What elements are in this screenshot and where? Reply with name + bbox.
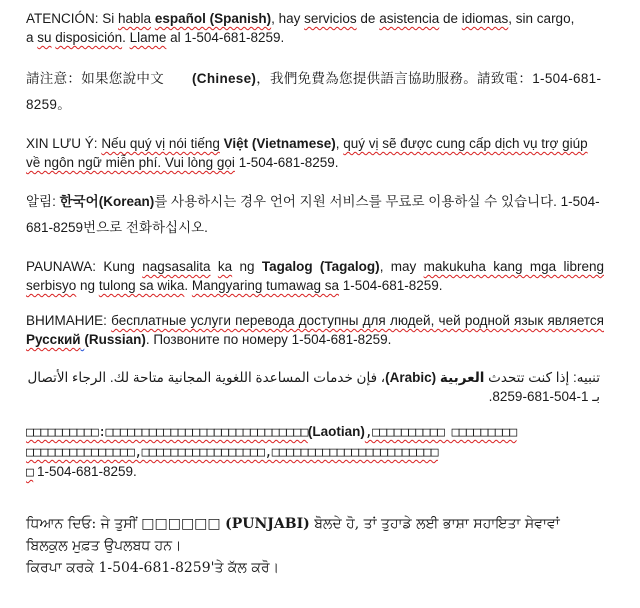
spellcheck-word: servicios [304, 11, 357, 26]
notice-russian [26, 311, 604, 349]
spellcheck-word: Mangyaring tumawag sa [191, 278, 339, 293]
text: , hay [271, 11, 305, 26]
language-name: العربية [439, 370, 485, 385]
notice-lead: 알림: [26, 194, 60, 209]
spellcheck-word: Nếu quý vị nói tiếng [101, 136, 220, 151]
notice-korean [26, 189, 604, 241]
language-name: español (Spanish) [154, 11, 272, 26]
notice-vietnamese [26, 134, 604, 172]
spellcheck-word: habla [118, 11, 152, 26]
spellcheck-word: idiomas [461, 11, 509, 26]
notice-lead: PAUNAWA: Kung [26, 259, 143, 274]
text: ng [232, 259, 262, 274]
phone-text: 1-504-681-8259. [234, 155, 339, 170]
spellcheck-word: su [37, 30, 52, 45]
spellcheck-word: quý vị sẽ được cung cấp dịch vụ trợ giúp về ngôn ngữ miễn phí. Vui lòng gọi [26, 136, 588, 170]
spellcheck-word: Llame [129, 30, 167, 45]
language-name-english: (Arabic) [385, 370, 440, 385]
language-name: Việt (Vietnamese) [223, 136, 336, 151]
missing-glyph-text: □ [26, 465, 34, 480]
spellcheck-word: ka [217, 259, 233, 274]
notice-body: ，我們免費為您提供語言協助服務。請致電：1-504-681-8259。 [26, 71, 602, 112]
notice-chinese [26, 66, 604, 118]
notice-tagalog [26, 257, 604, 295]
notice-lead: 請注意：如果您說中文 [26, 71, 164, 86]
language-name: Tagalog (Tagalog) [261, 259, 380, 274]
text: , may [379, 259, 424, 274]
spellcheck-word: бесплатные услуги перевода доступны для людей, чей родной язык является [111, 313, 604, 328]
missing-glyph-text: □□□□□□□□□□□□□□□,□□□□□□□□□□□□□□□□□,□□□□□□□□□□□□□□□□□□□□□□□ [26, 445, 438, 460]
text: ng [76, 278, 99, 293]
notice-laotian [26, 422, 604, 482]
spellcheck-word: asistencia [379, 11, 440, 26]
spellcheck-word: nagsasalita [142, 259, 211, 274]
text: de [356, 11, 380, 26]
notice-lead: XIN LƯU Ý: [26, 136, 102, 151]
missing-glyph-text: ,□□□□□□□□□□ □□□□□□□□□ [364, 425, 517, 440]
text: . [184, 278, 192, 293]
language-name: 한국어(Korean) [59, 194, 155, 209]
spellcheck-word: makukuha kang mga libreng serbisyo [26, 259, 604, 293]
notice-punjabi [26, 513, 604, 579]
phone-text: ਕਿਰਪਾ ਕਰਕੇ 1-504-681-8259'ਤੇ ਕੱਲ ਕਰੋ। [26, 560, 280, 576]
phone-text: al 1-504-681-8259. [166, 30, 285, 45]
phone-text: 1-504-681-8259. [33, 464, 137, 479]
notice-body: 를 사용하시는 경우 언어 지원 서비스를 무료로 이용하실 수 있습니다. 1-504-681-8259번으로 전화하십시오. [26, 194, 600, 235]
notice-lead: ВНИМАНИЕ: [26, 313, 112, 328]
text [211, 259, 218, 274]
spellcheck-word: tulong sa wika [98, 278, 185, 293]
phone-text: 1-504-681-8259. [338, 278, 443, 293]
notice-body: . Позвоните по номеру 1-504-681-8259. [145, 332, 392, 347]
text: a [26, 30, 38, 45]
text: de [439, 11, 462, 26]
spellcheck-word: disposición [55, 30, 123, 45]
notice-body: ، فإن خدمات المساعدة اللغوية المجانية متاحة لك. الرجاء الأتصال بـ 1-504-681-8259. [27, 370, 600, 404]
notice-lead: ATENCIÓN: Si [26, 11, 119, 26]
language-name: (Laotian) [307, 424, 365, 439]
notice-arabic [26, 368, 600, 406]
text: , [335, 136, 344, 151]
missing-glyph-text: □□□□□□□□□□:□□□□□□□□□□□□□□□□□□□□□□□□□□□□ [26, 425, 308, 440]
notice-lead: تنبيه: إذا كنت تتحدث [484, 370, 600, 385]
language-name: (Chinese) [192, 71, 257, 86]
notice-lead: ਧਿਆਨ ਦਿਓ: ਜੇ ਤੁਸੀਂ □□□□□□ [26, 516, 226, 532]
text: . [122, 30, 130, 45]
language-name-english: (Russian) [84, 332, 146, 347]
language-name: (PUNJABI) [225, 516, 310, 532]
text: , sin cargo, [508, 11, 575, 26]
notice-spanish [26, 9, 604, 47]
language-name: Русский [26, 332, 81, 347]
notice-body: ਬੋਲਦੇ ਹੋ, ਤਾਂ ਤੁਹਾਡੇ ਲਈ ਭਾਸ਼ਾ ਸਹਾਇਤਾ ਸੇਵਾਵਾਂ ਬਿਲਕੁਲ ਮੁਫ਼ਤ ਉਪਲਬਧ ਹਨ। [26, 516, 560, 554]
